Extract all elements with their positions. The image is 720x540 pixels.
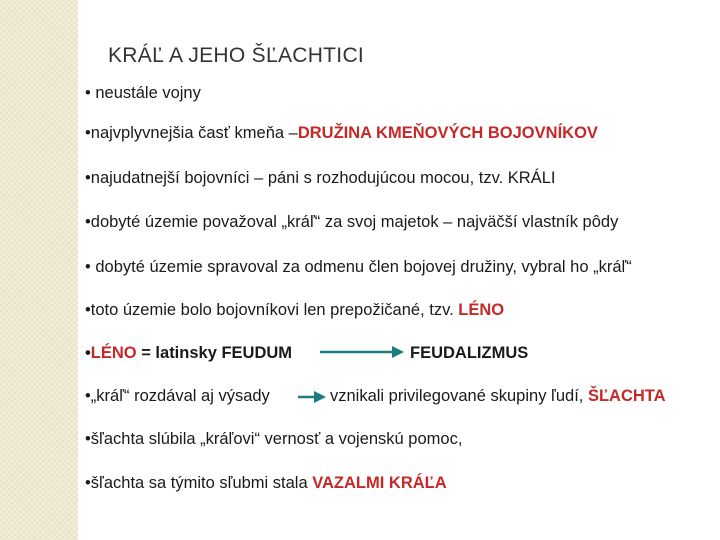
privileged-groups-highlight: ŠĽACHTA bbox=[587, 387, 666, 405]
bullet-fief-lent-text: •toto územie bolo bojovníkovi len prepožičané, tzv. bbox=[85, 301, 459, 319]
arrow-icon bbox=[320, 345, 404, 359]
slide-title: KRÁĽ A JEHO ŠĽACHTICI bbox=[108, 44, 365, 67]
bullet-fief-lent bbox=[85, 301, 504, 320]
bullet-administration: • dobyté územie spravoval za odmenu člen bojovej družiny, vybral ho „kráľ“ bbox=[85, 258, 632, 276]
bullet-feudum bbox=[85, 344, 292, 363]
bullet-loyalty: •šľachta slúbila „kráľovi“ vernosť a vojenskú pomoc, bbox=[85, 430, 463, 448]
bullet-feudum-text: = latinsky FEUDUM bbox=[136, 344, 293, 362]
bullet-fief-lent-highlight: LÉNO bbox=[458, 301, 505, 319]
bullet-privileges: •„kráľ“ rozdával aj výsady bbox=[85, 387, 270, 405]
bullet-vassals bbox=[85, 474, 447, 493]
privileged-groups bbox=[330, 387, 666, 406]
bullet-retinue bbox=[85, 124, 598, 143]
bullet-feudum-marker: • bbox=[85, 344, 91, 362]
bullet-kings: •najudatnejší bojovníci – páni s rozhodujúcou mocou, tzv. KRÁLI bbox=[85, 169, 556, 187]
bullet-retinue-highlight: DRUŽINA KMEŇOVÝCH BOJOVNÍKOV bbox=[297, 124, 598, 142]
bullet-feudum-highlight: LÉNO bbox=[90, 344, 137, 362]
arrow-icon bbox=[298, 390, 326, 404]
privileged-groups-text: vznikali privilegované skupiny ľudí, bbox=[330, 387, 588, 405]
bullet-wars: • neustále vojny bbox=[85, 84, 201, 102]
bullet-vassals-text: •šľachta sa týmito sľubmi stala bbox=[85, 474, 313, 492]
bullet-retinue-text: •najvplyvnejšia časť kmeňa – bbox=[85, 124, 298, 142]
decorative-side-strip bbox=[0, 0, 78, 540]
bullet-conquered-land: •dobyté územie považoval „kráľ“ za svoj majetok – najväčší vlastník pôdy bbox=[85, 213, 619, 231]
bullet-vassals-highlight: VAZALMI KRÁĽA bbox=[312, 474, 447, 492]
feudalism-label: FEUDALIZMUS bbox=[410, 344, 529, 362]
